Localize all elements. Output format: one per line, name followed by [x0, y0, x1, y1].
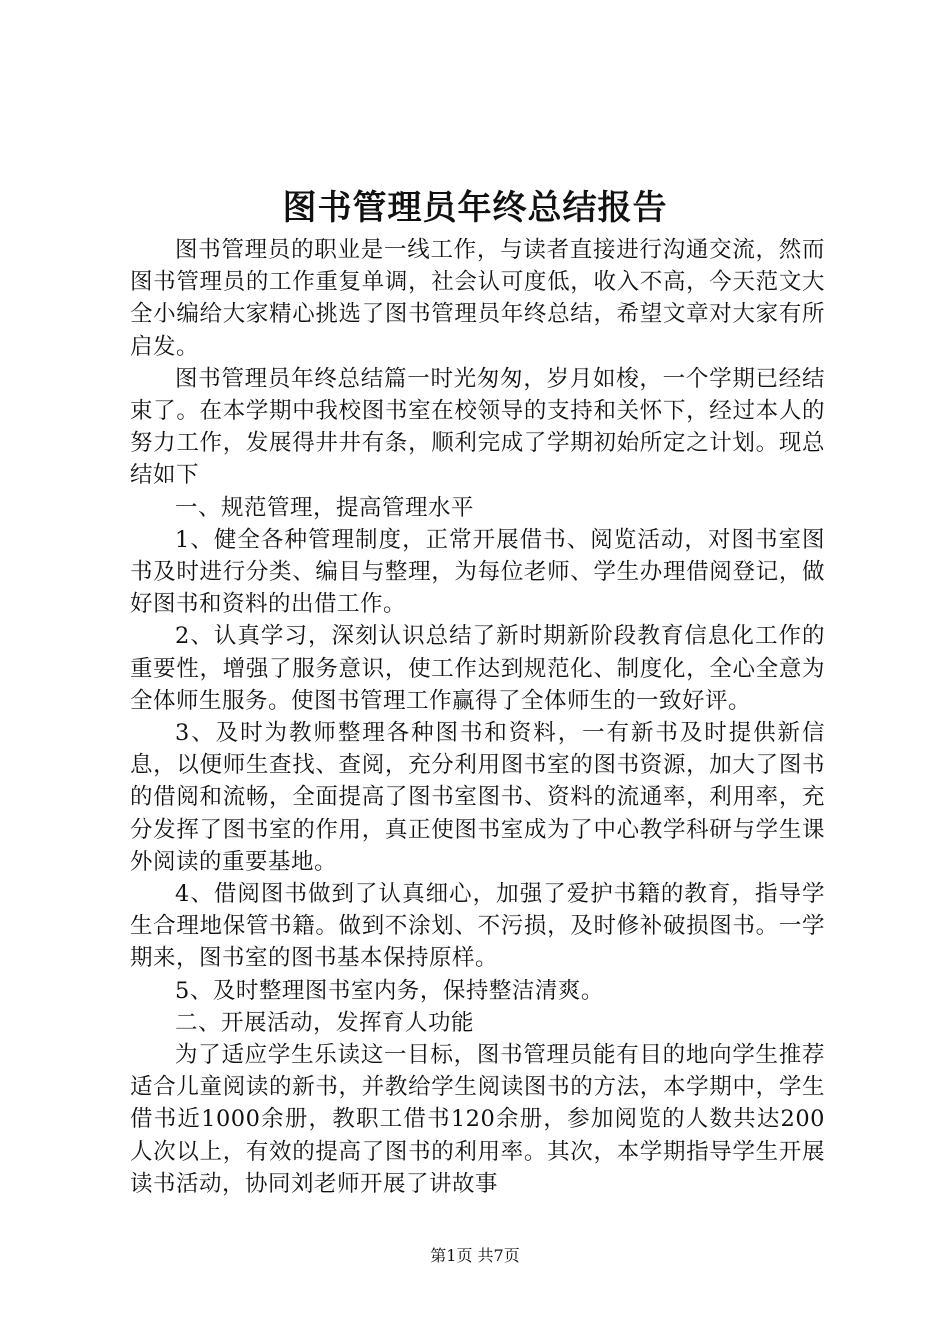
section-heading-2: 二、开展活动，发挥育人功能 — [175, 1009, 475, 1036]
page-footer: 第1页 共7页 — [430, 1246, 520, 1265]
paragraph-item-2: 2、认真学习，深刻认识总结了新时期新阶段教育信息化工作的重要性，增强了服务意识，使工作达到规范化、制度化，全心全意为全体师生服务。使图书管理工作赢得了全体师生的一致好评。 — [130, 623, 825, 714]
paragraph-item-5: 5、及时整理图书室内务，保持整洁清爽。 — [175, 977, 604, 1004]
document-body — [130, 234, 825, 1200]
paragraph-item-3: 3、及时为教师整理各种图书和资料，一有新书及时提供新信息，以便师生查找、查阅，充分利用图书室的图书资源，加大了图书的借阅和流畅，全面提高了图书室图书、资料的流通率，利用率，充分发挥了图书室的作用，真正使图书室成为了中心教学科研与学生课外阅读的重要基地。 — [130, 720, 825, 875]
paragraph-item-4: 4、借阅图书做到了认真细心，加强了爱护书籍的教育，指导学生合理地保管书籍。做到不涂划、不污损，及时修补破损图书。一学期来，图书室的图书基本保持原样。 — [130, 881, 825, 972]
paragraph-item-1: 1、健全各种管理制度，正常开展借书、阅览活动，对图书室图书及时进行分类、编目与整理，为每位老师、学生办理借阅登记，做好图书和资料的出借工作。 — [130, 526, 825, 618]
section-heading-1: 一、规范管理，提高管理水平 — [175, 494, 475, 521]
paragraph-activities: 为了适应学生乐读这一目标，图书管理员能有目的地向学生推荐适合儿童阅读的新书，并教给学生阅读图书的方法，本学期中，学生借书近1000余册，教职工借书120余册，参加阅览的人数共达200人次以上，有效的提高了图书的利用率。其次，本学期指导学生开展读书活动，协同刘老师开展了讲故事 — [130, 1042, 825, 1197]
document-title: 图书管理员年终总结报告 — [282, 188, 668, 228]
paragraph-intro: 图书管理员的职业是一线工作，与读者直接进行沟通交流，然而图书管理员的工作重复单调，社会认可度低，收入不高，今天范文大全小编给大家精心挑选了图书管理员年终总结，希望文章对大家有所启发。 — [130, 237, 825, 360]
paragraph-summary-opening: 图书管理员年终总结篇一时光匆匆，岁月如梭，一个学期已经结束了。在本学期中我校图书室在校领导的支持和关怀下，经过本人的努力工作，发展得井井有条，顺利完成了学期初始所定之计划。现总结如下 — [130, 365, 825, 489]
